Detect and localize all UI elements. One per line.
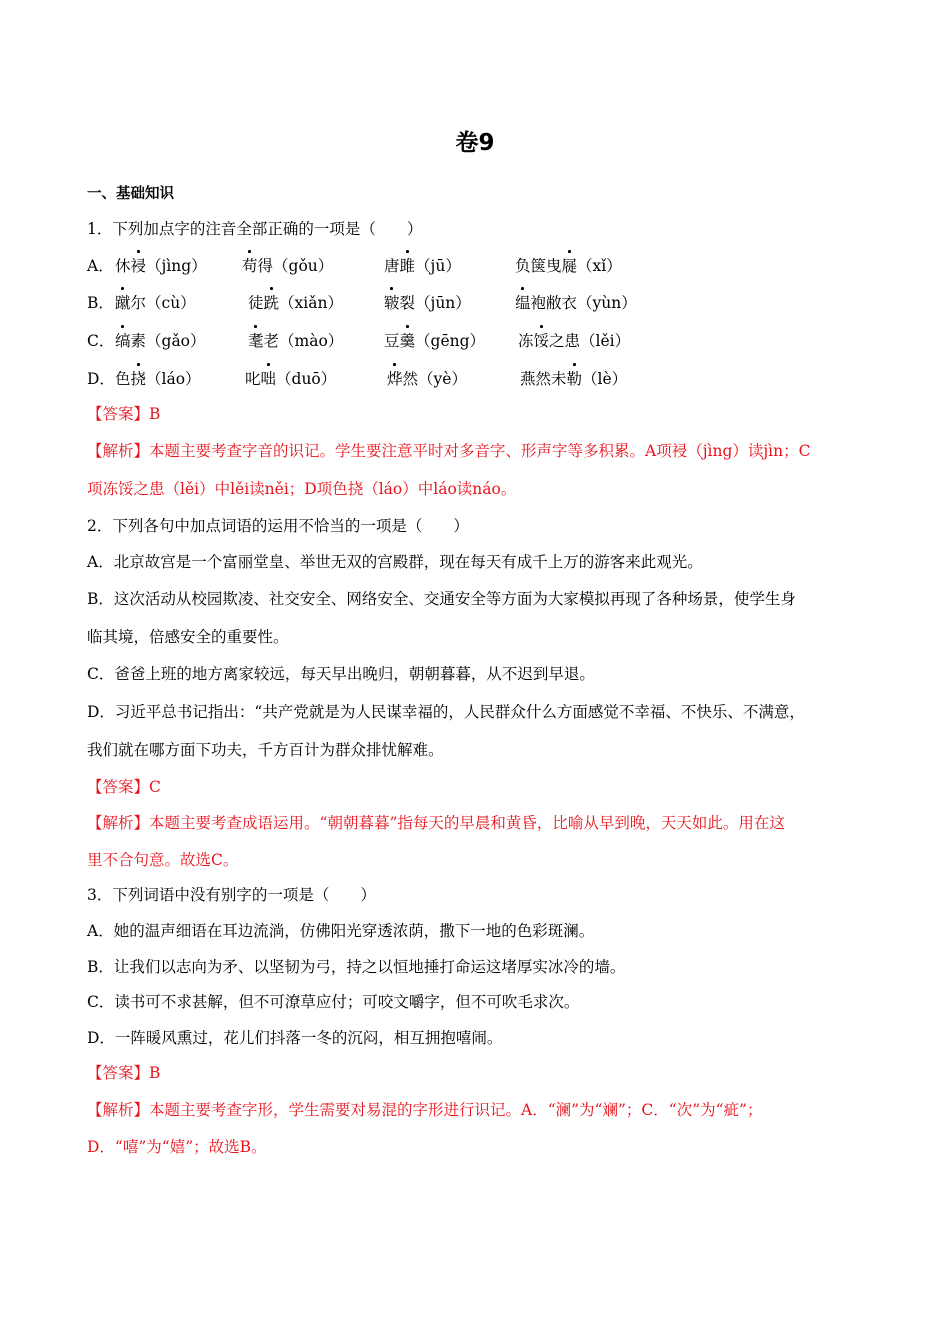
option-item: 唐雎（jū） — [384, 254, 461, 276]
q1-stem: 1．下列加点字的注音全部正确的一项是（ ） — [87, 220, 423, 238]
option-item: 叱咄（duō） — [245, 367, 336, 389]
q3-option-d: D．一阵暖风熏过，花儿们抖落一冬的沉闷，相互拥抱嘻闹。 — [87, 1029, 503, 1047]
q2-answer: 【答案】C — [87, 778, 161, 796]
option-item: 烨然（yè） — [387, 367, 467, 389]
q1-option-c — [87, 329, 887, 351]
option-label: C． — [87, 332, 115, 350]
q1-option-b — [87, 291, 887, 313]
q2-option-b-cont: 临其境，倍感安全的重要性。 — [87, 628, 289, 646]
q1-option-a — [87, 254, 887, 276]
option-item: 色挠（láo） — [115, 367, 201, 389]
q2-analysis: 【解析】本题主要考查成语运用。“朝朝暮暮”指每天的早晨和黄昏，比喻从早到晚，天天如此。用在这 — [87, 814, 785, 832]
q3-stem: 3．下列词语中没有别字的一项是（ ） — [87, 886, 376, 904]
option-label: B． — [87, 294, 114, 312]
q1-analysis-cont: 项冻馁之患（lěi）中lěi读něi；D项色挠（láo）中láo读náo。 — [87, 480, 517, 498]
option-item: 蹴尔（cù） — [115, 291, 196, 313]
q2-option-b: B．这次活动从校园欺凌、社交安全、网络安全、交通安全等方面为大家模拟再现了各种场景，使学生身 — [87, 590, 796, 608]
q2-option-c: C．爸爸上班的地方离家较远，每天早出晚归，朝朝暮暮，从不迟到早退。 — [87, 665, 595, 683]
option-item: 皲裂（jūn） — [384, 291, 471, 313]
q2-option-d-cont: 我们就在哪方面下功夫，千方百计为群众排忧解难。 — [87, 741, 444, 759]
option-item: 燕然未勒（lè） — [520, 367, 627, 389]
option-item: 负箧曳屣（xǐ） — [515, 254, 622, 276]
q2-stem: 2．下列各句中加点词语的运用不恰当的一项是（ ） — [87, 517, 469, 535]
option-item: 豆羹（gēng） — [384, 329, 485, 351]
q2-option-d: D．习近平总书记指出：“共产党就是为人民谋幸福的，人民群众什么方面感觉不幸福、不快乐、不满意， — [87, 703, 805, 721]
page-title: 卷9 — [455, 130, 495, 156]
q1-analysis: 【解析】本题主要考查字音的识记。学生要注意平时对多音字、形声字等多积累。A项祲（jìng）读jìn；C — [87, 442, 811, 460]
q3-analysis: 【解析】本题主要考查字形，学生需要对易混的字形进行识记。A．“澜”为“斓”；C．“次”为“疵”； — [87, 1101, 763, 1119]
option-item: 冻馁之患（lěi） — [518, 329, 630, 351]
option-item: 缊袍敝衣（yùn） — [515, 291, 637, 313]
q2-option-a: A．北京故宫是一个富丽堂皇、举世无双的宫殿群，现在每天有成千上万的游客来此观光。 — [87, 553, 703, 571]
option-item: 缟素（gǎo） — [115, 329, 206, 351]
q3-option-c: C．读书可不求甚解，但不可潦草应付；可咬文嚼字，但不可吹毛求次。 — [87, 993, 580, 1011]
q3-answer: 【答案】B — [87, 1064, 161, 1082]
q3-analysis-cont: D．“嘻”为“嬉”；故选B。 — [87, 1138, 267, 1156]
option-label: D． — [87, 370, 115, 388]
q1-option-d — [87, 367, 887, 389]
option-item: 耄老（mào） — [248, 329, 343, 351]
q3-option-a: A．她的温声细语在耳边流淌，仿佛阳光穿透浓荫，撒下一地的色彩斑澜。 — [87, 922, 595, 940]
section-heading: 一、基础知识 — [87, 186, 174, 202]
option-label: A． — [87, 257, 114, 275]
q1-answer: 【答案】B — [87, 405, 161, 423]
option-item: 徒跣（xiǎn） — [248, 291, 343, 313]
option-item: 苟得（gǒu） — [242, 254, 333, 276]
q3-option-b: B．让我们以志向为矛、以坚韧为弓，持之以恒地捶打命运这堵厚实冰冷的墙。 — [87, 958, 626, 976]
q2-analysis-cont: 里不合句意。故选C。 — [87, 851, 239, 869]
option-item: 休祲（jìng） — [115, 254, 207, 276]
